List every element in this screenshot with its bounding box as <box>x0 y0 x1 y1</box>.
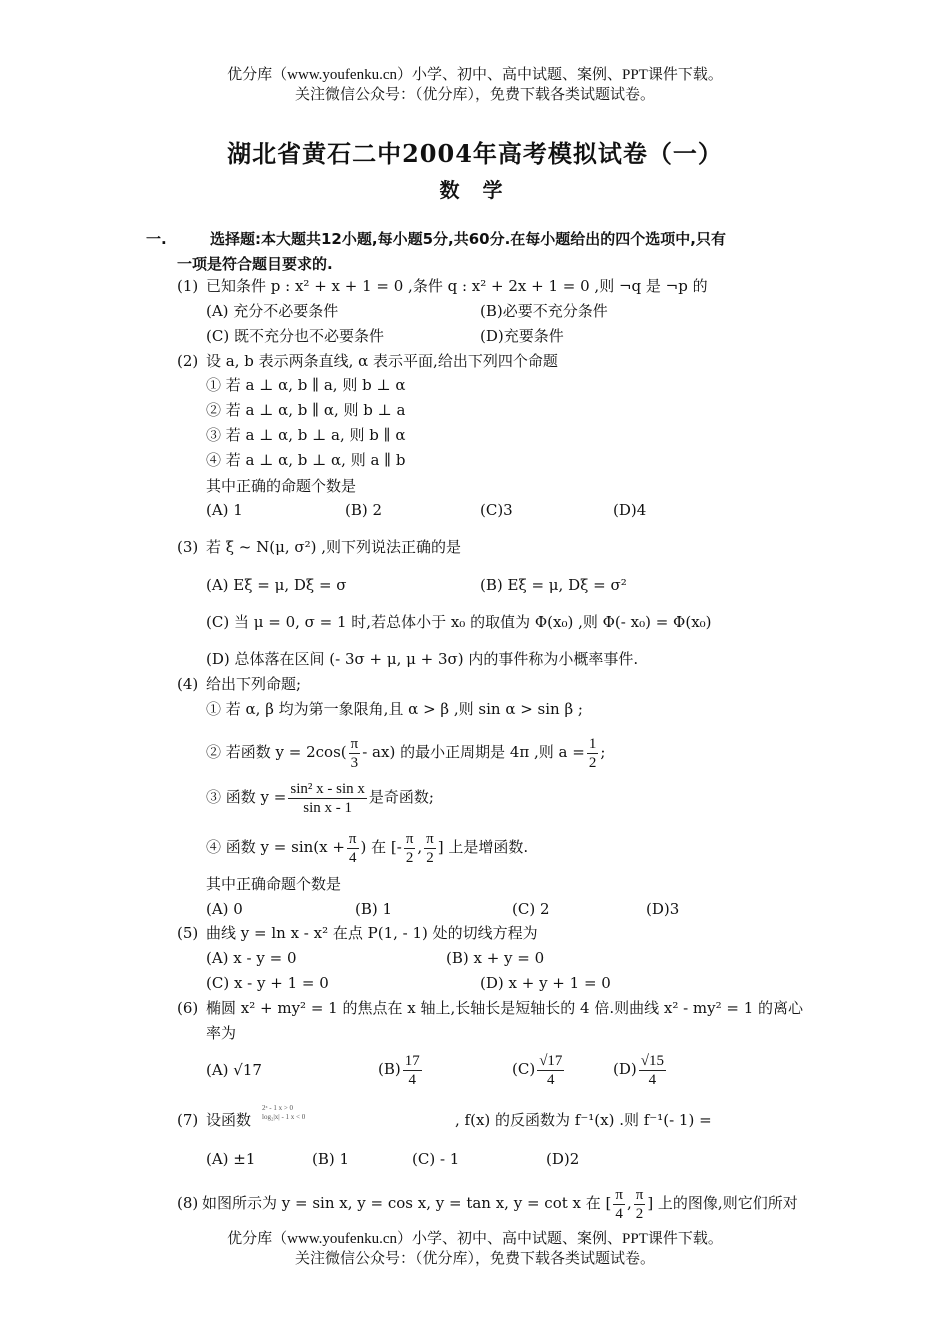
q4-p4-fraction-num: π <box>348 830 357 847</box>
q7-piecewise-function <box>262 1104 305 1122</box>
q4-p4-middle: ) 在 [- <box>360 838 402 856</box>
q6-stem: 椭圆 x² + my² = 1 的焦点在 x 轴上,长轴长是短轴长的 4 倍.则曲线 x² - my² = 1 的离心 <box>206 999 804 1017</box>
q6-b-den: 4 <box>408 1071 416 1088</box>
q3-number: (3) <box>177 538 199 556</box>
q7-stem-prefix: 设函数 <box>206 1111 252 1129</box>
q5-stem: 曲线 y = ln x - x² 在点 P(1, - 1) 处的切线方程为 <box>206 924 538 942</box>
q6-d-fraction <box>639 1052 666 1089</box>
q6-stem-line-2: 率为 <box>206 1024 237 1042</box>
q6-c-fraction <box>537 1052 564 1089</box>
q1-option-b: (B)必要不充分条件 <box>480 302 608 320</box>
q7-option-a: (A) ±1 <box>206 1150 256 1168</box>
q4-stem: 给出下列命题; <box>206 675 302 693</box>
q3-option-d: (D) 总体落在区间 (- 3σ + μ, μ + 3σ) 内的事件称为小概率事件. <box>206 650 639 668</box>
q2-number: (2) <box>177 352 199 370</box>
q4-p4-left-num: π <box>405 830 414 847</box>
q4-p4-fraction-den: 4 <box>348 849 357 866</box>
q7-number: (7) <box>177 1111 199 1129</box>
q4-p2-fraction-den: 3 <box>350 754 359 771</box>
q4-p4-left-den: 2 <box>405 849 414 866</box>
q6-c-den: 4 <box>547 1071 555 1088</box>
q4-option-a: (A) 0 <box>206 900 243 918</box>
q2-stem: 设 a, b 表示两条直线, α 表示平面,给出下列四个命题 <box>206 352 558 370</box>
footer-line-2: 关注微信公众号：（优分库），免费下载各类试题试卷。 <box>294 1251 655 1267</box>
q6-d-label: (D) <box>613 1060 637 1078</box>
q6-option-b <box>378 1048 424 1090</box>
q3-option-a: (A) Eξ = μ, Dξ = σ <box>206 576 347 594</box>
q4-option-c: (C) 2 <box>512 900 550 918</box>
q2-option-b: (B) 2 <box>345 501 383 519</box>
q2-option-d: (D)4 <box>613 501 647 519</box>
q4-p3-end: 是奇函数; <box>368 788 434 806</box>
q4-p2-answer-den: 2 <box>588 754 597 771</box>
q4-p3-prefix: ③ 函数 y = <box>206 788 287 806</box>
q6-b-label: (B) <box>378 1060 401 1078</box>
q2-question: 其中正确的命题个数是 <box>206 477 357 495</box>
q8-right-den: 2 <box>635 1205 644 1222</box>
q7-option-c: (C) - 1 <box>412 1150 460 1168</box>
q2-option-c: (C)3 <box>480 501 513 519</box>
q1-stem: 已知条件 p : x² + x + 1 = 0 ,条件 q : x² + 2x + 1 = 0 ,则 ¬q 是 ¬p 的 <box>206 277 708 295</box>
q8-right-num: π <box>635 1186 644 1203</box>
q6-option-d <box>613 1048 668 1090</box>
q4-p2-middle: - ax) 的最小正周期是 4π ,则 a = <box>362 743 585 761</box>
q4-p4-comma: , <box>417 838 423 856</box>
q4-proposition-3 <box>206 776 434 818</box>
q6-b-fraction <box>403 1052 422 1089</box>
q4-p3-fraction <box>288 780 367 817</box>
q4-p3-denominator: sin x - 1 <box>303 799 352 816</box>
q6-c-label: (C) <box>512 1060 536 1078</box>
q4-p4-right-num: π <box>426 830 434 847</box>
q2-option-a: (A) 1 <box>206 501 243 519</box>
header-line-1: 优分库（www.youfenku.cn）小学、初中、高中试题、案例、PPT课件下载。 <box>227 67 723 83</box>
q1-number: (1) <box>177 277 199 295</box>
q7-option-d: (D)2 <box>546 1150 580 1168</box>
q8-suffix: ] 上的图像,则它们所对 <box>647 1194 798 1212</box>
q6-option-a: (A) √17 <box>206 1061 262 1079</box>
q8-left-fraction <box>613 1186 625 1223</box>
q8-left-num: π <box>615 1186 623 1203</box>
q1-option-d: (D)充要条件 <box>480 327 564 345</box>
q5-option-c: (C) x - y + 1 = 0 <box>206 974 329 992</box>
q4-p4-end: ] 上是增函数. <box>437 838 529 856</box>
subject-title: 数 学 <box>439 178 511 202</box>
q3-stem: 若 ξ ~ N(μ, σ²) ,则下列说法正确的是 <box>206 538 462 556</box>
q4-p4-right-den: 2 <box>426 849 434 866</box>
q4-p2-answer-fraction <box>587 735 599 772</box>
q4-p4-prefix: ④ 函数 y = sin(x + <box>206 838 345 856</box>
q7-piecewise-case-2: log₂|x| - 1 x < 0 <box>262 1113 306 1121</box>
q8-stem <box>202 1182 798 1224</box>
q4-p3-numerator: sin² x - sin x <box>290 780 365 797</box>
q7-piecewise-case-1: 2ˣ - 1 x > 0 <box>262 1104 294 1112</box>
section-instructions-line-2: 一项是符合题目要求的. <box>177 255 333 273</box>
q7-stem-suffix: , f(x) 的反函数为 f⁻¹(x) .则 f⁻¹(- 1) = <box>455 1111 712 1129</box>
q1-option-a: (A) 充分不必要条件 <box>206 302 339 320</box>
q4-proposition-4 <box>206 826 528 868</box>
q5-option-b: (B) x + y = 0 <box>446 949 545 967</box>
footer-line-1: 优分库（www.youfenku.cn）小学、初中、高中试题、案例、PPT课件下载。 <box>227 1231 723 1247</box>
q8-right-fraction <box>634 1186 646 1223</box>
q6-c-num: √17 <box>539 1052 563 1069</box>
q4-p4-right-fraction <box>424 830 436 867</box>
q3-option-c: (C) 当 μ = 0, σ = 1 时,若总体小于 x₀ 的取值为 Φ(x₀) ,则 Φ(- x₀) = Φ(x₀) <box>206 613 712 631</box>
q6-d-num: √15 <box>640 1052 664 1069</box>
q4-p2-answer-num: 1 <box>588 735 597 752</box>
q4-p4-left-fraction <box>404 830 416 867</box>
q4-question: 其中正确命题个数是 <box>206 875 342 893</box>
q5-option-a: (A) x - y = 0 <box>206 949 297 967</box>
q6-option-c <box>512 1048 566 1090</box>
q8-prefix: 如图所示为 y = sin x, y = cos x, y = tan x, y = cot x 在 [ <box>202 1194 612 1212</box>
q4-p2-fraction <box>349 735 361 772</box>
q4-p4-fraction <box>347 830 359 867</box>
q8-left-den: 4 <box>615 1205 623 1222</box>
q6-b-num: 17 <box>404 1052 420 1069</box>
section-instructions-line-1: 选择题:本大题共12小题,每小题5分,共60分.在每小题给出的四个选项中,只有 <box>210 230 726 248</box>
q2-proposition-3: ③ 若 a ⊥ α, b ⊥ a, 则 b ∥ α <box>206 426 406 444</box>
q6-d-den: 4 <box>648 1071 657 1088</box>
q4-number: (4) <box>177 675 199 693</box>
q1-option-c: (C) 既不充分也不必要条件 <box>206 327 384 345</box>
q8-number: (8) <box>177 1194 199 1212</box>
page-title: 湖北省黄石二中2004年高考模拟试卷（一） <box>227 139 723 168</box>
q2-proposition-2: ② 若 a ⊥ α, b ∥ α, 则 b ⊥ a <box>206 401 406 419</box>
q4-option-b: (B) 1 <box>355 900 393 918</box>
section-number: 一. <box>146 230 167 248</box>
q4-option-d: (D)3 <box>646 900 680 918</box>
q6-number: (6) <box>177 999 199 1017</box>
q5-option-d: (D) x + y + 1 = 0 <box>480 974 611 992</box>
q4-proposition-1: ① 若 α, β 均为第一象限角,且 α > β ,则 sin α > sin β ; <box>206 700 583 718</box>
q4-proposition-2 <box>206 731 605 773</box>
q4-p2-prefix: ② 若函数 y = 2cos( <box>206 743 347 761</box>
q2-proposition-1: ① 若 a ⊥ α, b ∥ a, 则 b ⊥ α <box>206 376 406 394</box>
q8-comma: , <box>626 1194 632 1212</box>
q4-p2-end: ; <box>600 743 606 761</box>
q3-option-b: (B) Eξ = μ, Dξ = σ² <box>480 576 627 594</box>
q5-number: (5) <box>177 924 199 942</box>
q4-p2-fraction-num: π <box>350 735 359 752</box>
header-line-2: 关注微信公众号：（优分库），免费下载各类试题试卷。 <box>294 87 655 103</box>
q7-option-b: (B) 1 <box>312 1150 350 1168</box>
q2-proposition-4: ④ 若 a ⊥ α, b ⊥ α, 则 a ∥ b <box>206 451 406 469</box>
